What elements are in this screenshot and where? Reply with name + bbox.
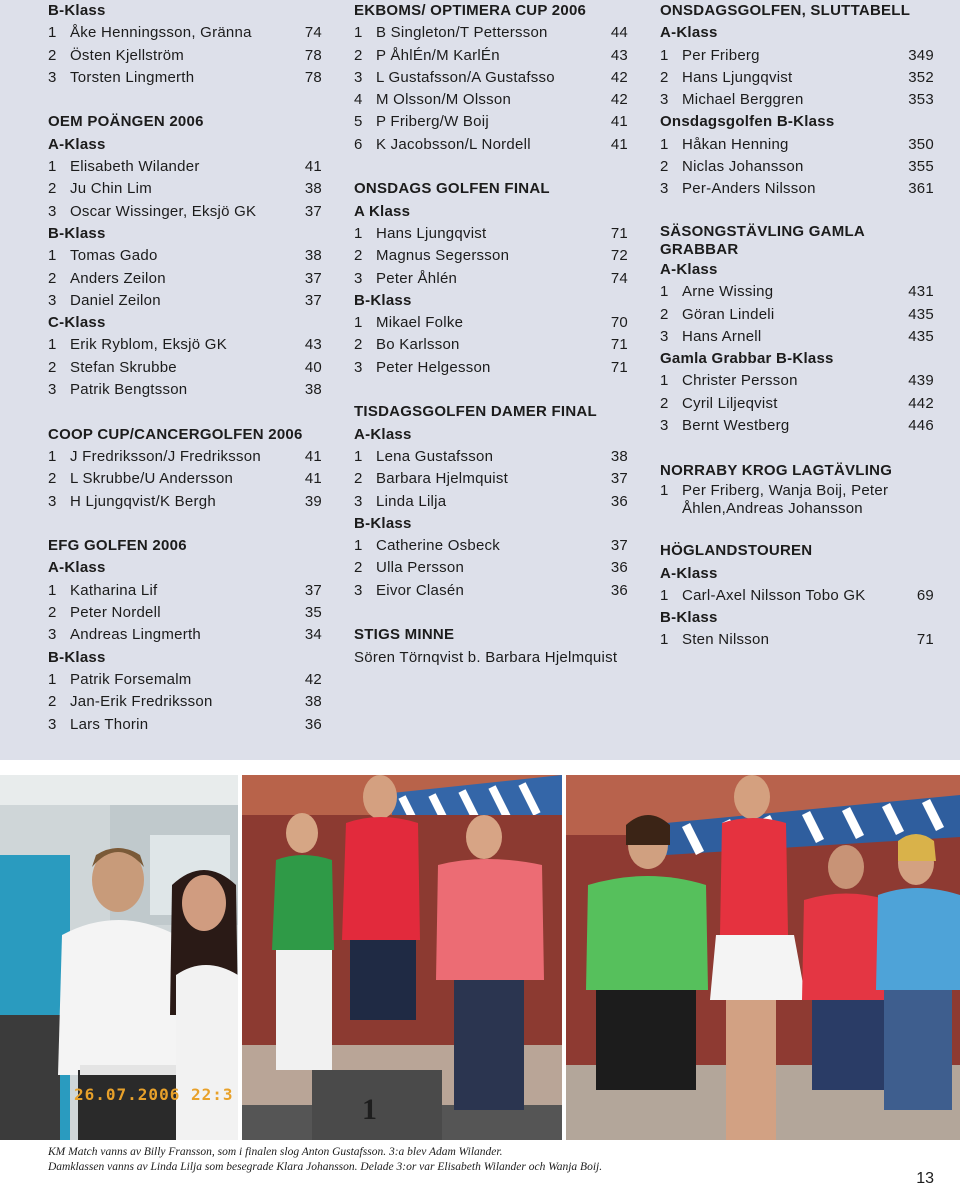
result-row <box>48 669 322 691</box>
result-row <box>660 393 934 415</box>
result-row <box>354 446 628 468</box>
result-name: P ÅhlÉn/M KarlÉn <box>376 46 500 64</box>
result-row <box>48 491 322 513</box>
spacer <box>48 89 322 111</box>
section-heading <box>354 290 628 312</box>
result-name: Mikael Folke <box>376 314 464 332</box>
result-name: K Jacobsson/L Nordell <box>376 135 531 153</box>
result-row <box>354 22 628 44</box>
result-rank: 1 <box>660 586 669 604</box>
result-score: 38 <box>610 447 628 465</box>
result-name: Michael Berggren <box>682 91 804 109</box>
result-score: 70 <box>610 314 628 332</box>
result-score: 446 <box>908 417 934 435</box>
result-text-value: Sören Törnqvist b. Barbara Hjelmquist <box>354 648 618 666</box>
result-row <box>660 370 934 392</box>
result-rank: 2 <box>48 180 57 198</box>
section-heading <box>48 134 322 156</box>
result-rank: 3 <box>48 68 57 86</box>
result-name: Carl-Axel Nilsson Tobo GK <box>682 586 866 604</box>
result-score: 74 <box>610 269 628 287</box>
caption-line-1: KM Match vanns av Billy Fransson, som i finalen slog Anton Gustafsson. 3:a blev Adam Wilander. <box>48 1146 503 1158</box>
result-name: Magnus Segersson <box>376 247 510 265</box>
section-heading <box>48 0 322 22</box>
result-row <box>48 357 322 379</box>
result-name: Anders Zeilon <box>70 269 166 287</box>
heading-text: C-Klass <box>48 314 106 332</box>
result-row <box>354 357 628 379</box>
section-heading <box>660 111 934 133</box>
result-rank: 3 <box>660 91 669 109</box>
result-rank: 2 <box>48 470 57 488</box>
result-row <box>660 89 934 111</box>
result-name: Håkan Henning <box>682 135 789 153</box>
result-name: Patrik Bengtsson <box>70 381 188 399</box>
result-rank: 2 <box>660 394 669 412</box>
result-name: Hans Ljungqvist <box>682 68 793 86</box>
result-name: Christer Persson <box>682 372 798 390</box>
result-row <box>48 446 322 468</box>
result-score: 71 <box>610 358 628 376</box>
result-row <box>354 468 628 490</box>
result-rank: 2 <box>48 269 57 287</box>
result-name: J Fredriksson/J Fredriksson <box>70 447 261 465</box>
result-score: 40 <box>304 358 322 376</box>
section-heading <box>660 22 934 44</box>
result-rank: 1 <box>354 24 363 42</box>
result-score: 36 <box>610 581 628 599</box>
result-name: Per Friberg, Wanja Boij, Peter Åhlen,Andreas Johansson <box>682 481 889 517</box>
section-heading <box>48 111 322 133</box>
result-score: 37 <box>304 581 322 599</box>
section-heading <box>354 0 628 22</box>
result-name: Per Friberg <box>682 46 760 64</box>
result-row <box>48 245 322 267</box>
result-score: 37 <box>610 537 628 555</box>
section-heading <box>660 0 934 22</box>
section-heading <box>48 557 322 579</box>
results-column-3 <box>660 0 934 652</box>
heading-text: A Klass <box>354 202 411 220</box>
result-score: 37 <box>304 291 322 309</box>
result-row <box>660 67 934 89</box>
heading-text: A-Klass <box>48 135 106 153</box>
result-name: Östen Kjellström <box>70 46 185 64</box>
result-row <box>660 482 934 518</box>
result-row <box>660 326 934 348</box>
result-rank: 2 <box>354 336 363 354</box>
heading-text: HÖGLANDSTOUREN <box>660 542 813 560</box>
heading-text: OEM POÄNGEN 2006 <box>48 113 204 131</box>
result-rank: 3 <box>354 269 363 287</box>
result-rank: 1 <box>354 537 363 555</box>
result-score: 37 <box>304 202 322 220</box>
section-heading <box>48 535 322 557</box>
result-name: Sten Nilsson <box>682 631 770 649</box>
result-rank: 1 <box>660 631 669 649</box>
result-row <box>48 468 322 490</box>
result-name: Tomas Gado <box>70 247 158 265</box>
result-name: Arne Wissing <box>682 283 774 301</box>
result-rank: 1 <box>48 24 57 42</box>
result-rank: 2 <box>660 68 669 86</box>
result-row <box>48 22 322 44</box>
result-name: H Ljungqvist/K Bergh <box>70 492 216 510</box>
heading-text: Gamla Grabbar B-Klass <box>660 350 834 368</box>
result-row <box>48 580 322 602</box>
result-rank: 1 <box>48 670 57 688</box>
heading-text: SÄSONGSTÄVLING GAMLA GRABBAR <box>660 222 865 258</box>
section-heading <box>48 424 322 446</box>
result-score: 34 <box>304 626 322 644</box>
result-row <box>354 134 628 156</box>
spacer <box>354 602 628 624</box>
result-rank: 3 <box>48 492 57 510</box>
result-row <box>48 67 322 89</box>
result-name: Oscar Wissinger, Eksjö GK <box>70 202 257 220</box>
result-score: 44 <box>610 24 628 42</box>
heading-text: B-Klass <box>354 291 412 309</box>
result-row <box>354 245 628 267</box>
spacer <box>660 437 934 459</box>
result-row <box>660 281 934 303</box>
result-rank: 3 <box>354 492 363 510</box>
heading-text: B-Klass <box>48 648 106 666</box>
result-rank: 1 <box>660 283 669 301</box>
result-name: Peter Helgesson <box>376 358 491 376</box>
result-score: 41 <box>304 158 322 176</box>
result-rank: 5 <box>354 113 363 131</box>
result-name: Barbara Hjelmquist <box>376 470 509 488</box>
result-row <box>354 45 628 67</box>
result-name: Catherine Osbeck <box>376 537 501 555</box>
result-rank: 1 <box>660 372 669 390</box>
heading-text: B-Klass <box>660 609 718 627</box>
result-row <box>48 714 322 736</box>
result-score: 78 <box>304 68 322 86</box>
result-score: 36 <box>610 559 628 577</box>
result-rank: 2 <box>48 46 57 64</box>
result-rank: 2 <box>354 470 363 488</box>
result-row <box>48 290 322 312</box>
heading-text: TISDAGSGOLFEN DAMER FINAL <box>354 403 597 421</box>
result-row <box>48 602 322 624</box>
result-row <box>660 45 934 67</box>
result-row <box>48 334 322 356</box>
result-score: 435 <box>908 305 934 323</box>
result-rank: 2 <box>48 693 57 711</box>
result-score: 42 <box>610 68 628 86</box>
result-row <box>48 691 322 713</box>
result-row <box>354 223 628 245</box>
result-name: Lena Gustafsson <box>376 447 494 465</box>
result-score: 71 <box>610 224 628 242</box>
result-rank: 2 <box>48 358 57 376</box>
heading-text: A-Klass <box>48 559 106 577</box>
result-row <box>48 201 322 223</box>
result-score: 41 <box>304 470 322 488</box>
heading-text: B-Klass <box>48 224 106 242</box>
result-rank: 1 <box>48 247 57 265</box>
result-score: 38 <box>304 180 322 198</box>
result-rank: 1 <box>48 581 57 599</box>
photo-ladies-medals <box>566 775 960 1140</box>
section-heading <box>354 513 628 535</box>
result-name: Per-Anders Nilsson <box>682 180 816 198</box>
result-name: Patrik Forsemalm <box>70 670 192 688</box>
result-name: Erik Ryblom, Eksjö GK <box>70 336 227 354</box>
photo-km-match <box>0 775 238 1140</box>
caption-line-2: Damklassen vanns av Linda Lilja som besegrade Klara Johansson. Delade 3:or var Elisabeth Wilander och Wanja Boij. <box>48 1161 603 1173</box>
result-rank: 2 <box>354 247 363 265</box>
result-row <box>660 585 934 607</box>
result-row <box>354 491 628 513</box>
photo-timestamp: 26.07.2006 22:3 <box>74 1085 234 1104</box>
result-score: 71 <box>916 631 934 649</box>
result-name: Stefan Skrubbe <box>70 358 177 376</box>
result-row <box>48 156 322 178</box>
result-rank: 3 <box>660 327 669 345</box>
result-name: Linda Lilja <box>376 492 447 510</box>
result-rank: 3 <box>660 180 669 198</box>
heading-text: ONSDAGS GOLFEN FINAL <box>354 180 550 198</box>
section-heading <box>660 223 934 259</box>
spacer <box>354 156 628 178</box>
result-score: 72 <box>610 247 628 265</box>
result-row <box>354 268 628 290</box>
section-heading <box>660 607 934 629</box>
result-row <box>354 557 628 579</box>
heading-text: ONSDAGSGOLFEN, SLUTTABELL <box>660 2 911 19</box>
result-score: 38 <box>304 693 322 711</box>
result-rank: 3 <box>48 381 57 399</box>
section-heading <box>354 624 628 646</box>
result-rank: 1 <box>660 135 669 153</box>
result-name: Bo Karlsson <box>376 336 460 354</box>
result-rank: 1 <box>48 336 57 354</box>
section-heading <box>354 178 628 200</box>
result-name: Ulla Persson <box>376 559 465 577</box>
section-heading <box>660 348 934 370</box>
heading-text: Onsdagsgolfen B-Klass <box>660 113 835 131</box>
result-row <box>354 89 628 111</box>
result-text <box>354 647 628 669</box>
result-name: Peter Åhlén <box>376 269 458 287</box>
result-score: 350 <box>908 135 934 153</box>
section-heading <box>48 223 322 245</box>
result-row <box>354 580 628 602</box>
result-rank: 3 <box>354 68 363 86</box>
result-rank: 3 <box>660 417 669 435</box>
result-rank: 1 <box>354 447 363 465</box>
result-rank: 3 <box>48 715 57 733</box>
result-rank: 1 <box>48 158 57 176</box>
result-name: Elisabeth Wilander <box>70 158 200 176</box>
result-row <box>354 312 628 334</box>
result-name: P Friberg/W Boij <box>376 113 489 131</box>
section-heading <box>354 401 628 423</box>
heading-text: A-Klass <box>660 24 718 42</box>
page-number: 13 <box>916 1170 934 1187</box>
result-name: B Singleton/T Pettersson <box>376 24 548 42</box>
result-rank: 1 <box>660 481 669 499</box>
result-row <box>48 624 322 646</box>
result-rank: 4 <box>354 91 363 109</box>
section-heading <box>660 540 934 562</box>
heading-text: B-Klass <box>48 2 106 19</box>
result-score: 43 <box>304 336 322 354</box>
result-name: Hans Ljungqvist <box>376 224 487 242</box>
result-row <box>660 178 934 200</box>
result-name: L Gustafsson/A Gustafsso <box>376 68 555 86</box>
photo-podium-boys <box>242 775 562 1140</box>
result-name: Niclas Johansson <box>682 158 804 176</box>
result-rank: 3 <box>48 202 57 220</box>
result-score: 439 <box>908 372 934 390</box>
result-name: Jan-Erik Fredriksson <box>70 693 213 711</box>
heading-text: A-Klass <box>354 425 412 443</box>
result-score: 37 <box>610 470 628 488</box>
section-heading <box>660 563 934 585</box>
result-rank: 2 <box>48 604 57 622</box>
section-heading <box>354 201 628 223</box>
heading-text: STIGS MINNE <box>354 626 455 644</box>
result-score: 442 <box>908 394 934 412</box>
result-score: 353 <box>908 91 934 109</box>
spacer <box>660 201 934 223</box>
result-row <box>660 629 934 651</box>
result-row <box>48 379 322 401</box>
result-rank: 3 <box>48 291 57 309</box>
result-row <box>660 134 934 156</box>
result-row <box>48 45 322 67</box>
result-rank: 3 <box>48 626 57 644</box>
result-rank: 6 <box>354 135 363 153</box>
result-score: 36 <box>304 715 322 733</box>
result-score: 36 <box>610 492 628 510</box>
result-score: 355 <box>908 158 934 176</box>
result-score: 42 <box>610 91 628 109</box>
result-row <box>660 415 934 437</box>
result-score: 35 <box>304 604 322 622</box>
podium-number: 1 <box>362 1093 377 1126</box>
heading-text: A-Klass <box>660 260 718 278</box>
result-score: 435 <box>908 327 934 345</box>
result-name: Bernt Westberg <box>682 417 790 435</box>
result-name: Daniel Zeilon <box>70 291 161 309</box>
result-row <box>354 67 628 89</box>
heading-text: EFG GOLFEN 2006 <box>48 537 187 555</box>
heading-text: EKBOMS/ OPTIMERA CUP 2006 <box>354 2 587 19</box>
result-row <box>48 268 322 290</box>
result-name: Göran Lindeli <box>682 305 775 323</box>
result-rank: 2 <box>354 46 363 64</box>
spacer <box>660 518 934 540</box>
result-score: 431 <box>908 283 934 301</box>
result-name: L Skrubbe/U Andersson <box>70 470 234 488</box>
result-score: 71 <box>610 336 628 354</box>
result-row <box>660 304 934 326</box>
results-column-2 <box>354 0 628 669</box>
result-row <box>48 178 322 200</box>
section-heading <box>354 424 628 446</box>
result-name: Åke Henningsson, Gränna <box>70 24 252 42</box>
result-rank: 1 <box>354 224 363 242</box>
result-score: 78 <box>304 46 322 64</box>
photo-podium-boys-image <box>242 775 562 1140</box>
result-rank: 1 <box>660 46 669 64</box>
result-row <box>354 111 628 133</box>
result-score: 361 <box>908 180 934 198</box>
result-name: Katharina Lif <box>70 581 158 599</box>
result-score: 37 <box>304 269 322 287</box>
result-score: 41 <box>610 113 628 131</box>
result-rank: 2 <box>660 305 669 323</box>
spacer <box>354 379 628 401</box>
result-row <box>354 535 628 557</box>
result-rank: 2 <box>660 158 669 176</box>
heading-text: COOP CUP/CANCERGOLFEN 2006 <box>48 425 303 443</box>
result-name: Lars Thorin <box>70 715 149 733</box>
result-name: Eivor Clasén <box>376 581 465 599</box>
section-heading <box>48 647 322 669</box>
result-name: Hans Arnell <box>682 327 762 345</box>
result-row <box>660 156 934 178</box>
spacer <box>48 513 322 535</box>
section-heading <box>660 460 934 482</box>
result-score: 38 <box>304 381 322 399</box>
result-name: Torsten Lingmerth <box>70 68 195 86</box>
heading-text: NORRABY KROG LAGTÄVLING <box>660 461 893 479</box>
result-name: Peter Nordell <box>70 604 161 622</box>
photo-ladies-medals-image <box>566 775 960 1140</box>
photo-caption <box>48 1145 868 1175</box>
result-rank: 1 <box>354 314 363 332</box>
result-score: 352 <box>908 68 934 86</box>
result-score: 39 <box>304 492 322 510</box>
result-rank: 3 <box>354 581 363 599</box>
result-rank: 1 <box>48 447 57 465</box>
result-score: 69 <box>916 586 934 604</box>
result-score: 74 <box>304 24 322 42</box>
photo-strip <box>0 775 960 1140</box>
result-row <box>354 334 628 356</box>
result-name: Cyril Liljeqvist <box>682 394 778 412</box>
result-score: 43 <box>610 46 628 64</box>
result-score: 41 <box>304 447 322 465</box>
section-heading <box>660 259 934 281</box>
result-score: 38 <box>304 247 322 265</box>
result-score: 41 <box>610 135 628 153</box>
result-name: Ju Chin Lim <box>70 180 152 198</box>
result-rank: 3 <box>354 358 363 376</box>
section-heading <box>48 312 322 334</box>
result-score: 42 <box>304 670 322 688</box>
result-name: M Olsson/M Olsson <box>376 91 512 109</box>
heading-text: A-Klass <box>660 564 718 582</box>
result-score: 349 <box>908 46 934 64</box>
result-name: Andreas Lingmerth <box>70 626 201 644</box>
results-column-1 <box>48 0 322 736</box>
result-rank: 2 <box>354 559 363 577</box>
spacer <box>48 401 322 423</box>
heading-text: B-Klass <box>354 514 412 532</box>
